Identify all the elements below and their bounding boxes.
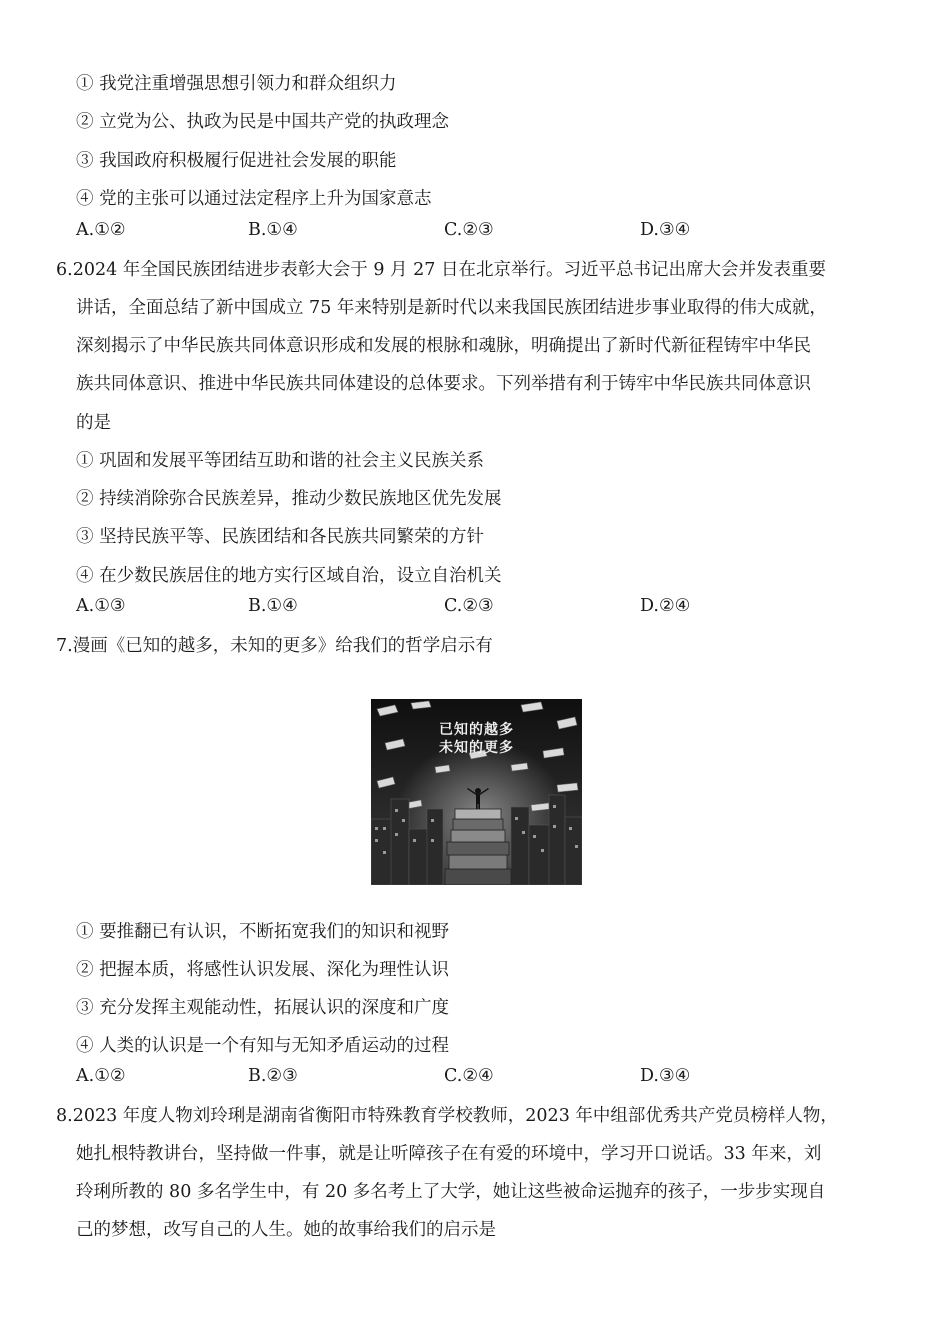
q6-option-a: A.①③ bbox=[76, 596, 126, 616]
q7-option-c: C.②④ bbox=[444, 1066, 494, 1086]
q5-option-d: D.③④ bbox=[640, 220, 691, 240]
q5-option-b: B.①④ bbox=[248, 220, 298, 240]
q5-item-3: ③ 我国政府积极履行促进社会发展的职能 bbox=[76, 151, 397, 171]
q7-option-a: A.①② bbox=[76, 1066, 126, 1086]
q6-stem-line-1: 6.2024 年全国民族团结进步表彰大会于 9 月 27 日在北京举行。习近平总书记出席大会并发表重要 bbox=[56, 260, 826, 280]
q6-item-3: ③ 坚持民族平等、民族团结和各民族共同繁荣的方针 bbox=[76, 527, 485, 547]
q6-stem-line-2: 讲话，全面总结了新中国成立 75 年来特别是新时代以来我国民族团结进步事业取得的伟大成就， bbox=[76, 298, 827, 318]
q7-item-2: ② 把握本质，将感性认识发展、深化为理性认识 bbox=[76, 960, 450, 980]
q7-option-d: D.③④ bbox=[640, 1066, 691, 1086]
q5-item-4: ④ 党的主张可以通过法定程序上升为国家意志 bbox=[76, 189, 432, 209]
comic-caption-line-1: 已知的越多 bbox=[439, 722, 514, 738]
q8-stem-line-1: 8.2023 年度人物刘玲琍是湖南省衡阳市特殊教育学校教师，2023 年中组部优秀共产党员榜样人物， bbox=[56, 1106, 838, 1126]
q6-stem-line-5: 的是 bbox=[76, 413, 111, 433]
q7-item-3: ③ 充分发挥主观能动性，拓展认识的深度和广度 bbox=[76, 998, 450, 1018]
q7-stem: 7.漫画《已知的越多，未知的更多》给我们的哲学启示有 bbox=[56, 636, 493, 656]
q6-option-c: C.②③ bbox=[444, 596, 494, 616]
comic-caption-line-2: 未知的更多 bbox=[439, 740, 514, 756]
q8-stem-line-2: 她扎根特教讲台，坚持做一件事，就是让听障孩子在有爱的环境中，学习开口说话。33 年来，刘 bbox=[76, 1144, 822, 1164]
q6-item-4: ④ 在少数民族居住的地方实行区域自治，设立自治机关 bbox=[76, 566, 502, 586]
q7-item-1: ① 要推翻已有认识，不断拓宽我们的知识和视野 bbox=[76, 922, 450, 942]
q7-item-4: ④ 人类的认识是一个有知与无知矛盾运动的过程 bbox=[76, 1036, 450, 1056]
q6-item-1: ① 巩固和发展平等团结互助和谐的社会主义民族关系 bbox=[76, 451, 485, 471]
q8-stem-line-3: 玲琍所教的 80 多名学生中，有 20 多名考上了大学，她让这些被命运抛弃的孩子，一步步实现自 bbox=[76, 1182, 826, 1202]
q5-option-c: C.②③ bbox=[444, 220, 494, 240]
q5-item-1: ① 我党注重增强思想引领力和群众组织力 bbox=[76, 74, 397, 94]
q6-stem-line-3: 深刻揭示了中华民族共同体意识形成和发展的根脉和魂脉，明确提出了新时代新征程铸牢中华民 bbox=[76, 336, 811, 356]
q6-stem-line-4: 族共同体意识、推进中华民族共同体建设的总体要求。下列举措有利于铸牢中华民族共同体意识 bbox=[76, 374, 811, 394]
q5-item-2: ② 立党为公、执政为民是中国共产党的执政理念 bbox=[76, 112, 450, 132]
q8-stem-line-4: 己的梦想，改写自己的人生。她的故事给我们的启示是 bbox=[76, 1220, 496, 1240]
comic-illustration bbox=[371, 699, 582, 885]
q6-item-2: ② 持续消除弥合民族差异，推动少数民族地区优先发展 bbox=[76, 489, 502, 509]
q5-option-a: A.①② bbox=[76, 220, 126, 240]
q6-option-d: D.②④ bbox=[640, 596, 691, 616]
q7-option-b: B.②③ bbox=[248, 1066, 298, 1086]
q6-option-b: B.①④ bbox=[248, 596, 298, 616]
